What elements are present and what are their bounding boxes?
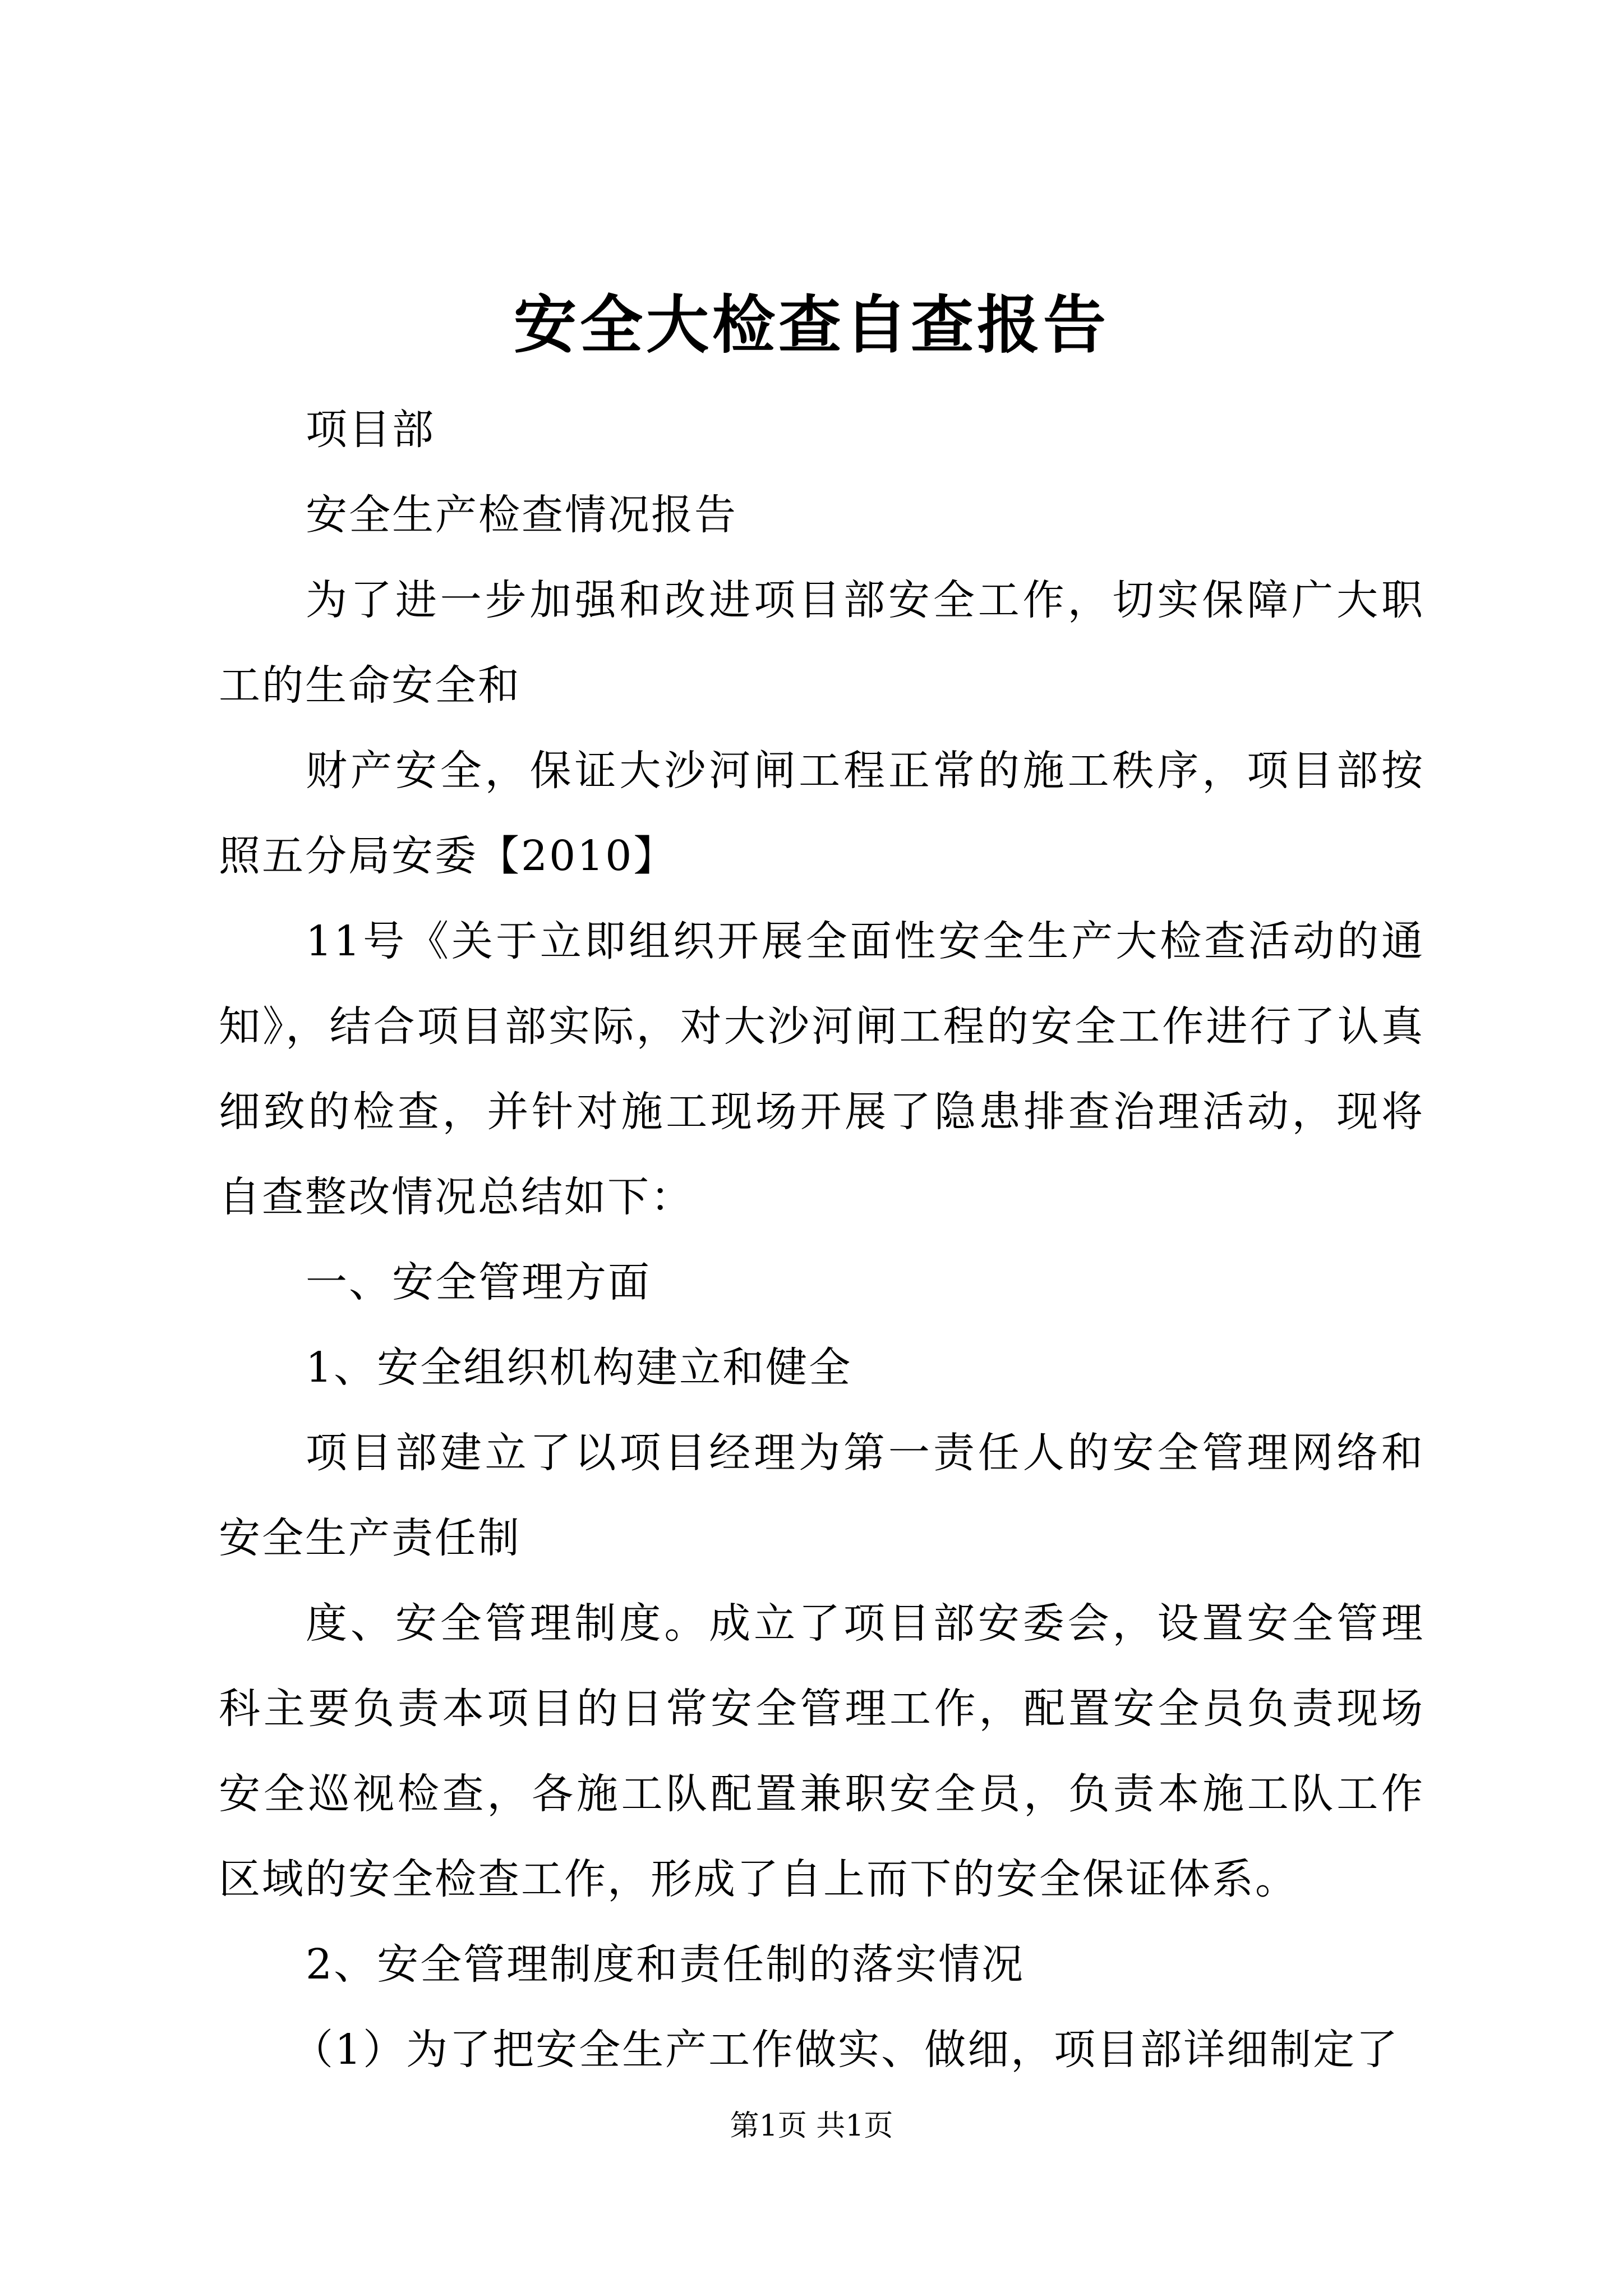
section-heading-1: 一、安全管理方面	[306, 1258, 651, 1306]
paragraph-intro-2: 财产安全，保证大沙河闸工程正常的施工秩序，项目部按照五分局安委【2010】	[219, 747, 1424, 880]
subsection-heading-1: 1、安全组织机构建立和健全	[306, 1343, 852, 1392]
paragraph-subtitle: 安全生产检查情况报告	[306, 491, 737, 539]
paragraph-item-1: （1）为了把安全生产工作做实、做细，项目部详细制定了	[292, 2026, 1400, 2074]
paragraph-intro-1: 为了进一步加强和改进项目部安全工作，切实保障广大职工的生命安全和	[219, 576, 1424, 710]
paragraph-org-2: 度、安全管理制度。成立了项目部安委会，设置安全管理科主要负责本项目的日常安全管理工作，配置安全员负责现场安全巡视检查，各施工队配置兼职安全员，负责本施工队工作区域的安全检查工作，形成了自上而下的安全保证体系。	[219, 1599, 1424, 1903]
paragraph-org-1: 项目部建立了以项目经理为第一责任人的安全管理网络和安全生产责任制	[219, 1429, 1424, 1562]
document-title: 安全大检查自查报告	[514, 288, 1109, 362]
page-footer: 第1页 共1页	[730, 2109, 893, 2143]
document-body	[219, 387, 1424, 2092]
paragraph-department: 项目部	[306, 406, 435, 454]
subsection-heading-2: 2、安全管理制度和责任制的落实情况	[306, 1940, 1025, 1989]
paragraph-intro-3: 11号《关于立即组织开展全面性安全生产大检查活动的通知》，结合项目部实际，对大沙河闸工程的安全工作进行了认真细致的检查，并针对施工现场开展了隐患排查治理活动，现将自查整改情况总结如下：	[219, 917, 1424, 1221]
